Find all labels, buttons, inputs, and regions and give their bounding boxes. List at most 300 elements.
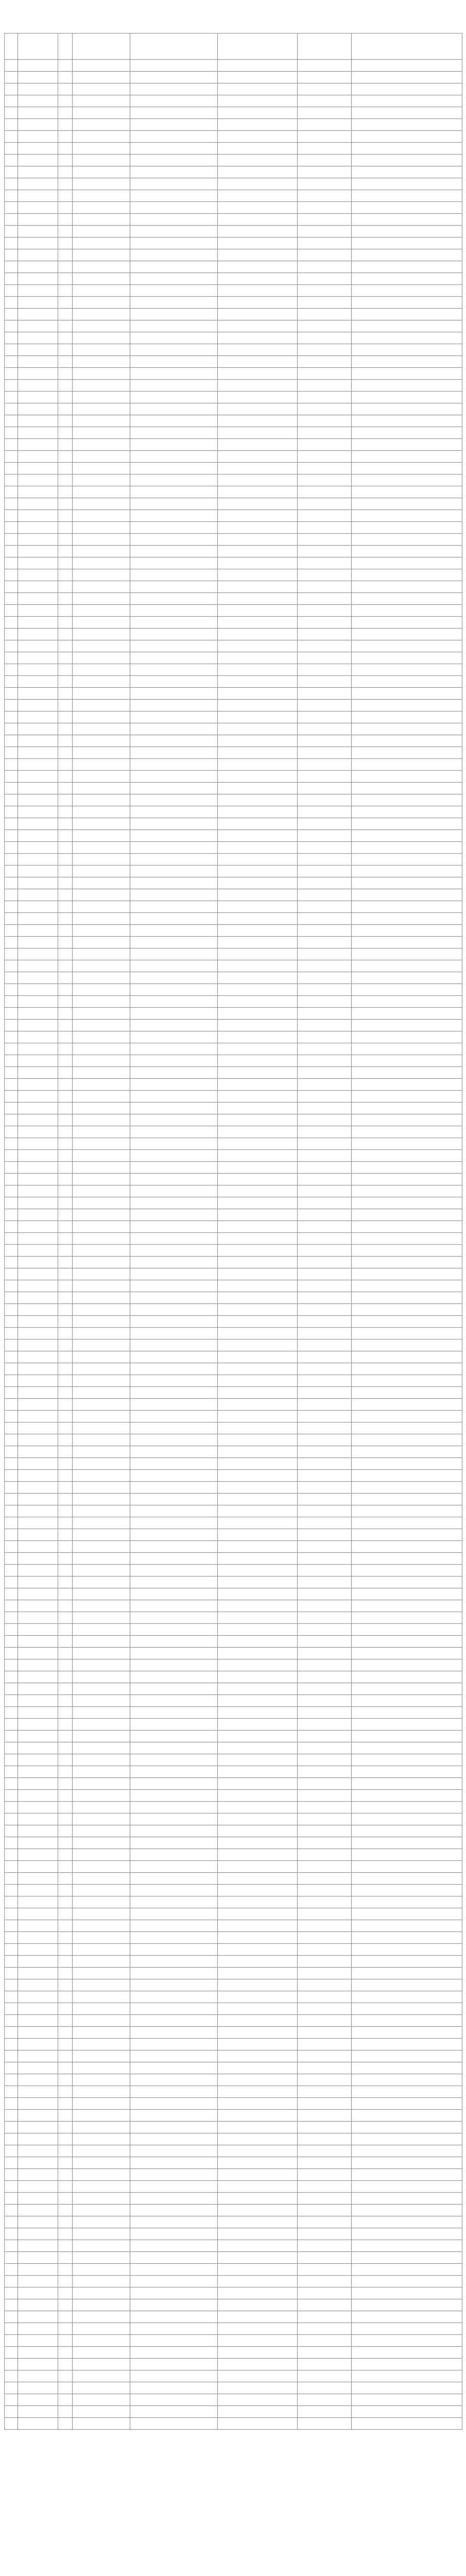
table-cell [218,1766,298,1778]
table-cell [58,1043,73,1055]
table-row [5,95,462,107]
table-cell [218,285,298,297]
table-cell [58,1565,73,1577]
table-cell [298,2276,352,2287]
table-cell [73,510,130,522]
table-cell [130,771,218,783]
table-cell [130,1458,218,1470]
table-cell [352,972,462,984]
table-cell [352,1233,462,1245]
table-cell [218,1695,298,1707]
table-cell [298,2086,352,2098]
table-cell [73,711,130,723]
table-cell [5,131,18,143]
table-cell [130,510,218,522]
table-cell [130,877,218,889]
table-cell [58,1328,73,1340]
table-cell [298,190,352,202]
table-cell [218,261,298,273]
table-cell [352,178,462,190]
table-cell [5,1008,18,1020]
table-cell [298,1837,352,1849]
table-cell [58,249,73,261]
table-cell [73,1707,130,1719]
table-cell [298,866,352,877]
table-cell [352,285,462,297]
table-cell [58,2240,73,2252]
table-cell [130,1091,218,1103]
table-cell [352,830,462,842]
table-cell [18,1020,58,1031]
table-cell [18,1280,58,1292]
table-cell [218,534,298,546]
table-cell [352,1209,462,1221]
table-cell [58,60,73,72]
table-cell [218,1233,298,1245]
table-cell [58,1257,73,1268]
table-cell [130,1565,218,1577]
table-cell [18,1825,58,1837]
table-cell [298,1541,352,1553]
table-cell [352,2264,462,2276]
table-cell [58,1209,73,1221]
table-cell [352,1126,462,1138]
table-cell [5,1233,18,1245]
table-cell [352,2394,462,2406]
table-row [5,498,462,510]
table-cell [298,1375,352,1387]
table-cell [5,2145,18,2157]
table-cell [130,368,218,380]
table-cell [58,2382,73,2394]
table-row [5,1837,462,1849]
table-cell [18,1340,58,1351]
table-cell [218,1873,298,1885]
table-cell [18,652,58,664]
table-cell [18,723,58,735]
table-cell [73,2086,130,2098]
table-cell [130,1671,218,1683]
table-cell [73,1067,130,1079]
table-row [5,818,462,830]
table-header [5,33,462,60]
table-cell [58,1885,73,1896]
table-cell [352,1956,462,1968]
table-cell [73,925,130,937]
table-cell [352,1624,462,1636]
table-cell [5,1707,18,1719]
table-row [5,166,462,178]
table-cell [5,2205,18,2216]
table-cell [130,794,218,806]
table-cell [18,1932,58,1944]
table-cell [352,1707,462,1719]
table-cell [218,1861,298,1873]
table-row [5,1600,462,1612]
table-cell [58,629,73,640]
table-cell [5,1162,18,1174]
table-cell [352,1742,462,1754]
table-cell [58,1624,73,1636]
table-cell [18,1494,58,1505]
table-cell [58,2003,73,2015]
table-cell [5,380,18,392]
table-cell [18,2003,58,2015]
table-cell [73,1446,130,1458]
table-cell [18,581,58,593]
table-cell [218,83,298,95]
table-cell [218,771,298,783]
table-cell [5,2240,18,2252]
table-cell [352,1067,462,1079]
table-cell [5,2039,18,2050]
table-cell [218,711,298,723]
table-cell [58,155,73,166]
table-cell [352,1008,462,1020]
table-cell [352,1316,462,1328]
table-cell [130,83,218,95]
table-cell [298,2193,352,2205]
table-cell [18,557,58,569]
table-cell [352,1162,462,1174]
table-cell [73,2382,130,2394]
table-cell [130,143,218,155]
table-cell [298,1174,352,1185]
table-cell [352,806,462,818]
table-cell [352,309,462,320]
table-cell [218,2027,298,2039]
table-cell [352,2252,462,2264]
table-cell [58,1067,73,1079]
table-cell [18,2299,58,2311]
table-cell [73,2264,130,2276]
table-row [5,877,462,889]
table-cell [73,1304,130,1316]
table-cell [58,2098,73,2110]
table-cell [73,1482,130,1494]
table-cell [218,2039,298,2050]
table-cell [130,747,218,759]
table-cell [18,238,58,249]
table-cell [130,60,218,72]
table-cell [130,1411,218,1422]
table-cell [73,1719,130,1731]
table-cell [5,1896,18,1908]
table-cell [58,1458,73,1470]
table-cell [218,1067,298,1079]
table-cell [5,226,18,238]
table-cell [298,676,352,688]
table-cell [130,2240,218,2252]
table-cell [298,735,352,747]
table-row [5,854,462,866]
table-cell [18,1387,58,1399]
table-cell [298,309,352,320]
table-cell [218,1020,298,1031]
table-cell [5,948,18,960]
table-cell [5,1434,18,1446]
table-cell [352,1659,462,1671]
table-cell [58,700,73,711]
table-cell [18,1328,58,1340]
table-cell [352,593,462,605]
table-cell [5,1150,18,1162]
table-cell [130,2181,218,2193]
table-cell [5,1517,18,1529]
table-cell [73,356,130,368]
table-cell [298,2252,352,2264]
table-cell [73,2347,130,2359]
table-cell [5,1446,18,1458]
table-cell [352,190,462,202]
table-cell [130,1446,218,1458]
table-row [5,2015,462,2027]
table-cell [352,759,462,771]
table-cell [18,1422,58,1434]
table-cell [298,95,352,107]
table-row [5,238,462,249]
table-cell [58,1470,73,1482]
table-cell [352,1529,462,1541]
table-cell [18,2027,58,2039]
table-cell [18,1695,58,1707]
table-cell [58,2276,73,2287]
table-cell [58,1541,73,1553]
table-cell [298,1079,352,1091]
table-cell [218,510,298,522]
table-cell [18,1197,58,1209]
table-cell [218,273,298,285]
table-cell [298,1067,352,1079]
table-cell [218,214,298,226]
table-cell [352,166,462,178]
table-cell [352,1612,462,1624]
table-cell [130,759,218,771]
table-cell [218,972,298,984]
table-cell [73,1932,130,1944]
table-cell [218,1434,298,1446]
table-cell [5,1802,18,1814]
table-cell [352,735,462,747]
table-cell [218,320,298,332]
table-cell [18,356,58,368]
table-cell [5,688,18,700]
table-cell [58,652,73,664]
table-cell [58,1351,73,1363]
table-cell [73,2110,130,2122]
table-row [5,474,462,486]
table-cell [218,759,298,771]
table-cell [5,913,18,925]
table-cell [218,1659,298,1671]
table-cell [298,344,352,356]
table-cell [218,1328,298,1340]
table-cell [298,439,352,451]
table-cell [18,273,58,285]
table-row [5,2394,462,2406]
table-cell [18,1363,58,1375]
table-cell [73,1648,130,1659]
table-cell [73,1778,130,1790]
table-cell [298,155,352,166]
table-cell [218,1387,298,1399]
table-cell [130,1174,218,1185]
table-cell [352,1351,462,1363]
table-cell [5,2074,18,2086]
table-cell [218,2015,298,2027]
table-cell [5,451,18,463]
table-cell [73,2287,130,2299]
table-row [5,309,462,320]
table-cell [5,1671,18,1683]
table-cell [298,1091,352,1103]
table-cell [5,119,18,131]
table-cell [58,427,73,439]
table-cell [18,1873,58,1885]
table-row [5,1031,462,1043]
table-cell [218,1209,298,1221]
table-cell [130,107,218,119]
table-cell [18,2394,58,2406]
table-cell [298,2359,352,2370]
table-cell [18,771,58,783]
table-cell [218,1174,298,1185]
table-cell [298,368,352,380]
table-cell [218,2133,298,2145]
table-cell [58,913,73,925]
table-row [5,1505,462,1517]
table-cell [73,1363,130,1375]
table-cell [298,913,352,925]
table-cell [5,2347,18,2359]
table-cell [73,1873,130,1885]
table-cell [58,794,73,806]
table-cell [18,1316,58,1328]
table-cell [298,1103,352,1114]
table-cell [5,261,18,273]
table-cell [73,2205,130,2216]
table-cell [218,676,298,688]
table-cell [130,866,218,877]
table-cell [352,984,462,996]
table-cell [298,1778,352,1790]
table-row [5,1968,462,1979]
table-cell [218,640,298,652]
table-cell [218,2062,298,2074]
table-cell [218,2264,298,2276]
table-cell [218,866,298,877]
table-row [5,1719,462,1731]
table-cell [298,711,352,723]
table-cell [130,332,218,344]
table-row [5,155,462,166]
table-cell [73,1292,130,1304]
table-cell [73,1375,130,1387]
table-cell [18,1577,58,1588]
table-cell [130,972,218,984]
table-row [5,1814,462,1825]
table-cell [58,771,73,783]
table-cell [5,1185,18,1197]
table-cell [5,1268,18,1280]
table-cell [58,510,73,522]
table-cell [352,1517,462,1529]
table-cell [298,794,352,806]
table-cell [218,901,298,913]
table-row [5,2110,462,2122]
table-cell [352,700,462,711]
table-cell [298,1825,352,1837]
table-row [5,1671,462,1683]
table-cell [352,427,462,439]
table-cell [218,1588,298,1600]
table-row [5,1648,462,1659]
table-cell [352,131,462,143]
table-cell [130,2394,218,2406]
table-cell [298,356,352,368]
table-cell [298,1529,352,1541]
table-cell [58,2181,73,2193]
table-cell [5,1482,18,1494]
table-cell [58,1245,73,1257]
table-cell [352,1920,462,1932]
table-cell [298,1328,352,1340]
table-cell [73,95,130,107]
table-cell [218,1079,298,1091]
table-cell [58,1849,73,1861]
table-cell [352,2074,462,2086]
table-cell [58,948,73,960]
table-cell [73,1209,130,1221]
table-row [5,1150,462,1162]
table-cell [58,842,73,854]
table-cell [5,463,18,474]
table-cell [298,2394,352,2406]
table-row [5,676,462,688]
table-cell [298,2370,352,2382]
table-cell [73,1956,130,1968]
table-row [5,273,462,285]
table-cell [130,2062,218,2074]
table-cell [130,1138,218,1150]
table-cell [352,1020,462,1031]
table-cell [5,1363,18,1375]
table-cell [352,1482,462,1494]
table-cell [58,1991,73,2003]
table-cell [5,806,18,818]
table-cell [18,510,58,522]
table-cell [130,676,218,688]
table-row [5,1328,462,1340]
table-cell [218,783,298,794]
table-cell [218,1103,298,1114]
table-cell [58,2133,73,2145]
table-cell [352,937,462,948]
table-cell [58,1280,73,1292]
table-cell [352,711,462,723]
table-cell [58,605,73,617]
table-cell [73,238,130,249]
header-cell [298,33,352,60]
table-cell [58,1790,73,1802]
table-cell [218,652,298,664]
table-cell [73,2157,130,2169]
table-row [5,2086,462,2098]
table-cell [5,2382,18,2394]
table-row [5,1197,462,1209]
table-cell [73,783,130,794]
table-cell [18,1861,58,1873]
